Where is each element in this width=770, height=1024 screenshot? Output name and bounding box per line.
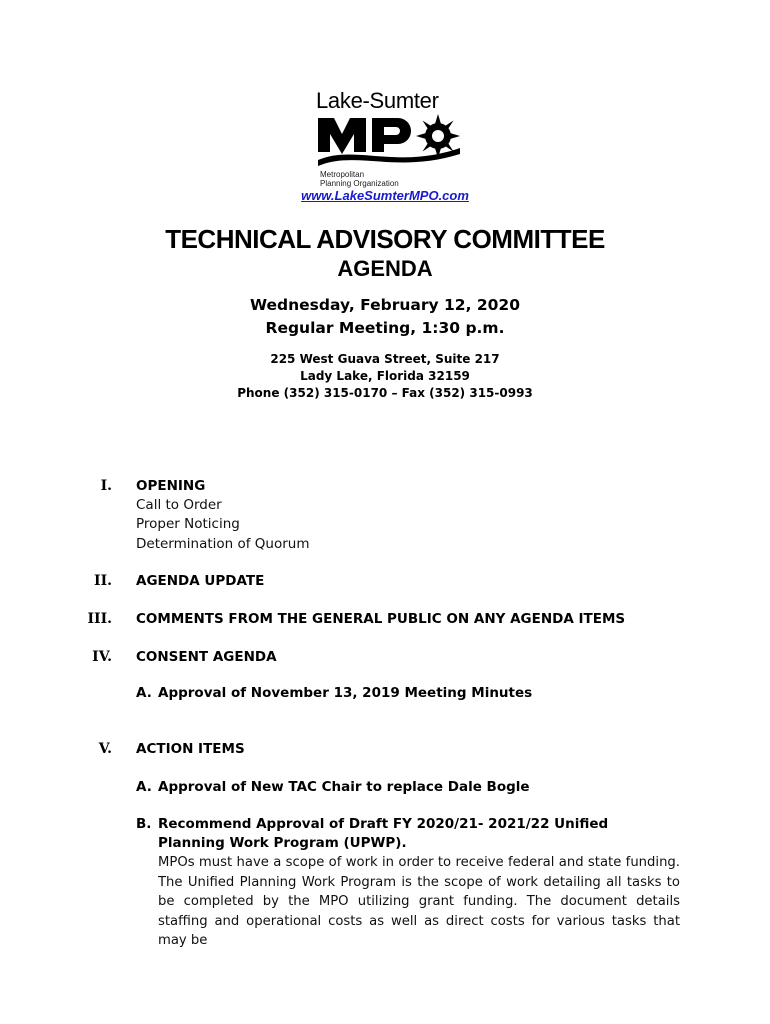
section-subitem: Proper Noticing xyxy=(136,516,240,532)
item-description: MPOs must have a scope of work in order to receive federal and state funding. The Unified Planning Work Program is the scope of work detailing all tasks to be completed by the MPO utilizing grant funding. The document details staffing and operational costs as well as direct costs for various tasks that may be xyxy=(158,855,680,948)
address-line-1: 225 West Guava Street, Suite 217 xyxy=(270,352,500,366)
item-letter: A. xyxy=(136,685,152,701)
section-heading: COMMENTS FROM THE GENERAL PUBLIC ON ANY AGENDA ITEMS xyxy=(136,611,626,627)
section-heading: OPENING xyxy=(136,478,206,494)
website-link[interactable]: www.LakeSumterMPO.com xyxy=(301,188,469,203)
agenda-item xyxy=(136,816,608,832)
section-heading: CONSENT AGENDA xyxy=(136,649,277,665)
document-title: TECHNICAL ADVISORY COMMITTEE xyxy=(165,224,605,254)
section-number: III. xyxy=(87,611,112,627)
meeting-time: Regular Meeting, 1:30 p.m. xyxy=(265,319,505,337)
section-heading: ACTION ITEMS xyxy=(136,741,245,757)
section-heading: AGENDA UPDATE xyxy=(136,573,265,589)
meeting-date: Wednesday, February 12, 2020 xyxy=(249,296,521,314)
agenda-item xyxy=(136,685,532,701)
address-phone-fax: Phone (352) 315-0170 – Fax (352) 315-0993 xyxy=(237,386,533,400)
document-subtitle: AGENDA xyxy=(337,256,433,281)
item-text-continued: Planning Work Program (UPWP). xyxy=(158,835,407,851)
item-text: Approval of New TAC Chair to replace Dale Bogle xyxy=(158,779,530,795)
section-subitem: Call to Order xyxy=(136,497,222,513)
mpo-logo-mark xyxy=(316,114,462,170)
section-subitem: Determination of Quorum xyxy=(136,536,310,552)
mpo-logo xyxy=(312,88,462,192)
section-number: IV. xyxy=(92,649,112,665)
address-line-2: Lady Lake, Florida 32159 xyxy=(300,369,470,383)
agenda-item xyxy=(136,779,530,795)
item-letter: A. xyxy=(136,779,152,795)
section-number: I. xyxy=(100,478,112,494)
item-letter: B. xyxy=(136,816,152,832)
logo-subtitle: Metropolitan Planning Organization xyxy=(320,170,399,188)
item-text: Approval of November 13, 2019 Meeting Minutes xyxy=(158,685,533,701)
item-text: Recommend Approval of Draft FY 2020/21- 2021/22 Unified xyxy=(158,816,609,832)
logo-top-text: Lake-Sumter xyxy=(316,88,439,113)
section-number: II. xyxy=(94,573,112,589)
section-number: V. xyxy=(98,741,112,757)
